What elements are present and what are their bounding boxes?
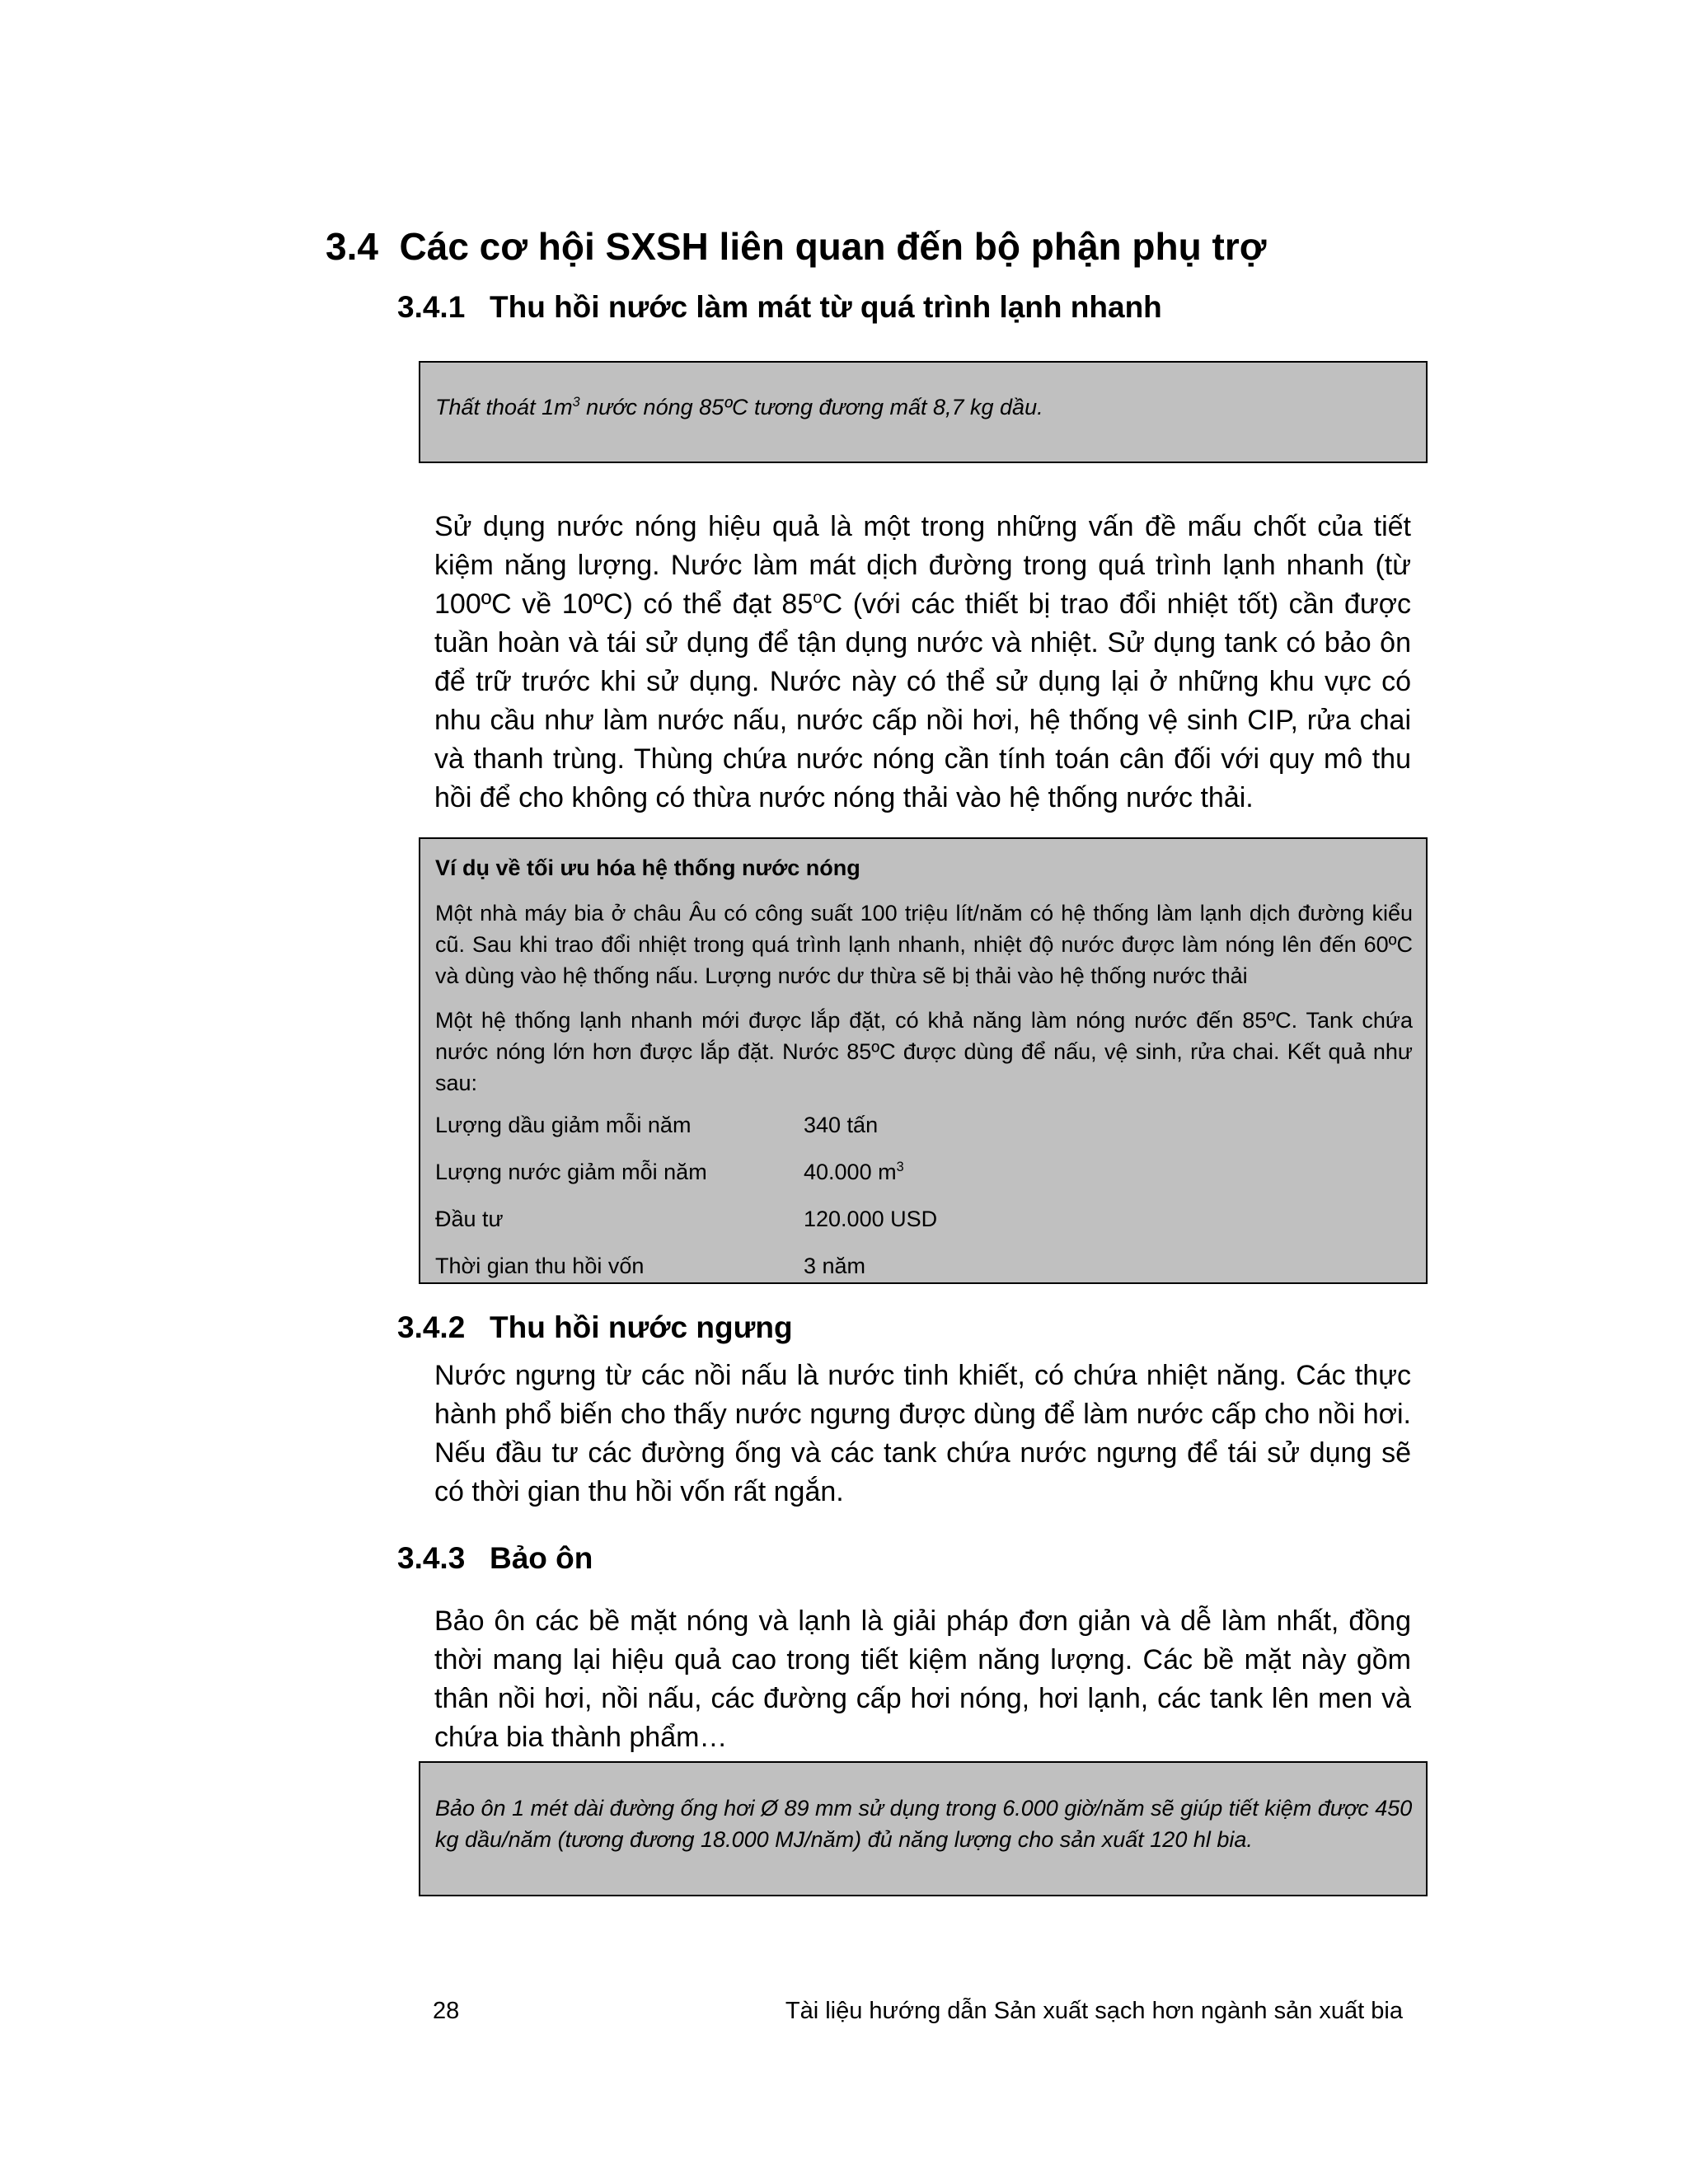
- example-title: Ví dụ về tối ưu hóa hệ thống nước nóng: [435, 855, 860, 880]
- section-number: 3.4: [326, 225, 378, 268]
- paragraph-hot-water: Sử dụng nước nóng hiệu quả là một trong những vấn đề mấu chốt của tiết kiệm năng lượng. Nước làm mát dịch đường trong quá trình lạnh nhanh (từ 100ºC về 10ºC) có thể đạt 85$^o$C (với các thiết bị trao đổi nhiệt tốt) cần được tuần hoàn và tái sử dụng để tận dụng nước và nhiệt. Sử dụng tank có bảo ôn để trữ trước khi sử dụng. Nước này có thể sử dụng lại ở những khu vực có nhu cầu như làm nước nấu, nước cấp nồi hơi, hệ thống vệ sinh CIP, rửa chai và thanh trùng. Thùng chứa nước nóng cần tính toán cân đối với quy mô thu hồi để cho không có thừa nước nóng thải vào hệ thống nước thải.: [434, 511, 1411, 813]
- subsection-heading-3-4-2: [397, 1310, 793, 1345]
- paragraph-condensate: Nước ngưng từ các nồi nấu là nước tinh khiết, có chứa nhiệt năng. Các thực hành phổ biến cho thấy nước ngưng được dùng để làm nước cấp cho nồi hơi. Nếu đầu tư các đường ống và các tank chứa nước ngưng để tái sử dụng sẽ có thời gian thu hồi vốn rất ngắn.: [434, 1360, 1411, 1507]
- result-row: [435, 1203, 938, 1235]
- page-number: 28: [433, 1998, 460, 2024]
- result-value: 120.000 USD: [804, 1207, 938, 1231]
- result-label: Đầu tư: [435, 1207, 504, 1231]
- result-value: 40.000 $m^3$: [804, 1160, 904, 1184]
- subsection-title: Thu hồi nước làm mát từ quá trình lạnh nhanh: [490, 290, 1162, 324]
- example-paragraph-2: Một hệ thống lạnh nhanh mới được lắp đặt, có khả năng làm nóng nước đến 85ºC. Tank chứa nước nóng lớn hơn được lắp đặt. Nước 85ºC được dùng để nấu, vệ sinh, rửa chai. Kết quả như sau:: [435, 1008, 1413, 1095]
- note-text: Bảo ôn 1 mét dài đường ống hơi Ø 89 mm sử dụng trong 6.000 giờ/năm sẽ giúp tiết kiệm được 450 kg dầu/năm (tương đương 18.000 MJ/năm) đủ năng lượng cho sản xuất 120 hl bia.: [435, 1796, 1413, 1852]
- note-box-hot-water-loss: [419, 361, 1428, 463]
- example-box: [419, 837, 1428, 1284]
- section-title: Các cơ hội SXSH liên quan đến bộ phận phụ trợ: [399, 225, 1267, 268]
- subsection-number: 3.4.2: [397, 1310, 466, 1344]
- section-heading: [326, 224, 1266, 269]
- note-text: Thất thoát $1m^3$ nước nóng 85ºC tương đương mất 8,7 kg dầu.: [435, 395, 1043, 419]
- subsection-title: Thu hồi nước ngưng: [490, 1310, 793, 1344]
- result-row: [435, 1109, 879, 1141]
- document-title: Tài liệu hướng dẫn Sản xuất sạch hơn ngành sản xuất bia: [785, 1998, 1403, 2024]
- subsection-heading-3-4-1: [397, 290, 1162, 325]
- result-value: 340 tấn: [804, 1113, 879, 1137]
- result-row: [435, 1250, 866, 1282]
- subsection-number: 3.4.1: [397, 290, 466, 324]
- result-label: Thời gian thu hồi vốn: [435, 1254, 645, 1278]
- subsection-title: Bảo ôn: [490, 1541, 593, 1575]
- subsection-heading-3-4-3: [397, 1541, 593, 1576]
- note-box-insulation: [419, 1761, 1428, 1896]
- paragraph-insulation: Bảo ôn các bề mặt nóng và lạnh là giải pháp đơn giản và dễ làm nhất, đồng thời mang lại hiệu quả cao trong tiết kiệm năng lượng. Các bề mặt này gồm thân nồi hơi, nồi nấu, các đường cấp hơi nóng, hơi lạnh, các tank lên men và chứa bia thành phẩm…: [434, 1605, 1411, 1753]
- result-label: Lượng dầu giảm mỗi năm: [435, 1113, 692, 1137]
- result-row: [435, 1156, 904, 1188]
- result-value: 3 năm: [804, 1254, 866, 1278]
- result-label: Lượng nước giảm mỗi năm: [435, 1160, 707, 1184]
- example-paragraph-1: Một nhà máy bia ở châu Âu có công suất 100 triệu lít/năm có hệ thống làm lạnh dịch đường kiểu cũ. Sau khi trao đổi nhiệt trong quá trình lạnh nhanh, nhiệt độ nước được làm nóng lên đến 60ºC và dùng vào hệ thống nấu. Lượng nước dư thừa sẽ bị thải vào hệ thống nước thải: [435, 901, 1413, 988]
- subsection-number: 3.4.3: [397, 1541, 466, 1575]
